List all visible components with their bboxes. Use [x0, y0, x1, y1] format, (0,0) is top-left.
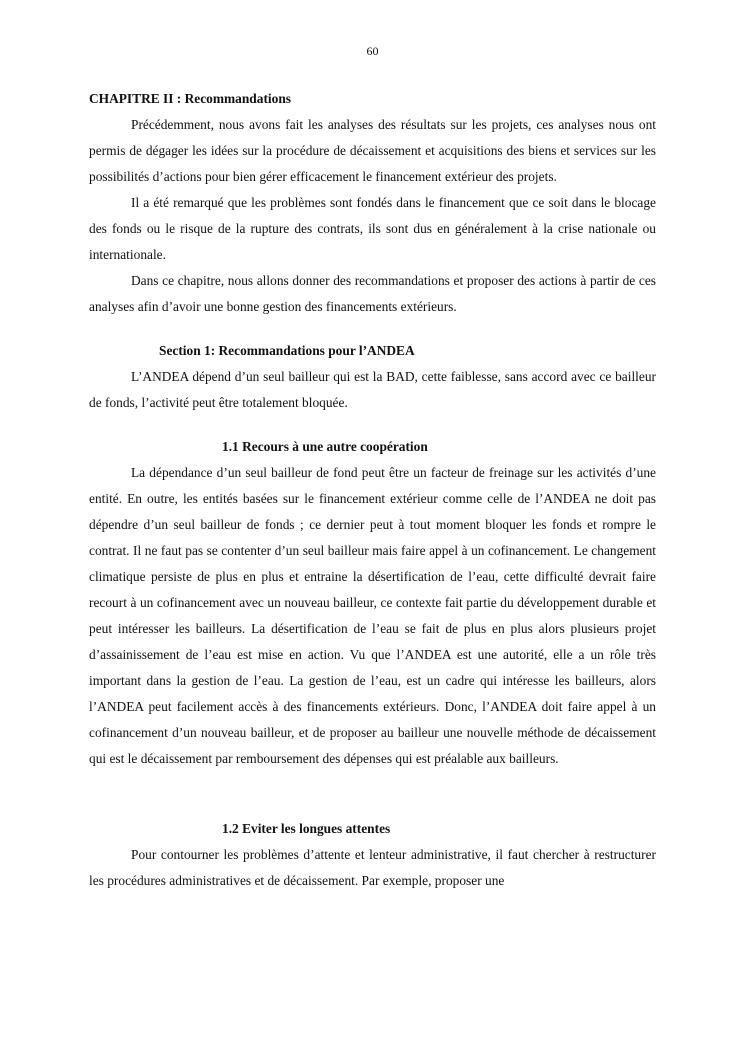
intro-paragraph: Il a été remarqué que les problèmes sont fondés dans le financement que ce soit dans le blocage des fonds ou le risque de la rupture des contrats, ils sont dus en généralement à la crise nationale ou internationale. — [89, 195, 656, 262]
subsection-1-1-title: 1.1 Recours à une autre coopération — [222, 439, 428, 454]
chapter-title: CHAPITRE II : Recommandations — [89, 91, 291, 106]
intro-paragraph: Précédemment, nous avons fait les analyses des résultats sur les projets, ces analyses nous ont permis de dégager les idées sur la procédure de décaissement et acquisitions des biens et services sur les possibilités d’actions pour bien gérer efficacement le financement extérieur des projets. — [89, 117, 656, 184]
subsection-1-2-paragraph: Pour contourner les problèmes d’attente et lenteur administrative, il faut chercher à restructurer les procédures administratives et de décaissement. Par exemple, proposer une — [89, 847, 656, 888]
subsection-1-1-paragraph: La dépendance d’un seul bailleur de fond peut être un facteur de freinage sur les activités d’une entité. En outre, les entités basées sur le financement extérieur comme celle de l’ANDEA ne doit pas dépendre d’un seul bailleur de fonds ; ce dernier peut à tout moment bloquer les fonds et rompre le contrat. Il ne faut pas se contenter d’un seul bailleur mais faire appel à un cofinancement. Le changement climatique persiste de plus en plus et entraine la désertification de l’eau, cette difficulté devrait faire recourt à un cofinancement avec un nouveau bailleur, ce contexte fait partie du développement durable et peut intéresser les bailleurs. La désertification de l’eau se fait de plus en plus alors plusieurs projet d’assainissement de l’eau est mise en action. Vu que l’ANDEA est une autorité, elle a un rôle très important dans la gestion de l’eau. La gestion de l’eau, est un cadre qui intéresse les bailleurs, alors l’ANDEA peut facilement accès à des financements extérieurs. Donc, l’ANDEA doit faire appel à un cofinancement d’un nouveau bailleur, et de proposer au bailleur une nouvelle méthode de décaissement qui est le décaissement par remboursement des dépenses qui est préalable aux bailleurs. — [89, 465, 656, 766]
subsection-1-2-title: 1.2 Eviter les longues attentes — [222, 821, 391, 836]
intro-paragraph: Dans ce chapitre, nous allons donner des recommandations et proposer des actions à partir de ces analyses afin d’avoir une bonne gestion des financements extérieurs. — [89, 273, 656, 314]
section-1-title: Section 1: Recommandations pour l’ANDEA — [159, 343, 415, 358]
section-1-paragraph: L’ANDEA dépend d’un seul bailleur qui est la BAD, cette faiblesse, sans accord avec ce bailleur de fonds, l’activité peut être totalement bloquée. — [89, 369, 656, 410]
page-content — [89, 86, 656, 894]
page-number: 60 — [366, 44, 379, 58]
